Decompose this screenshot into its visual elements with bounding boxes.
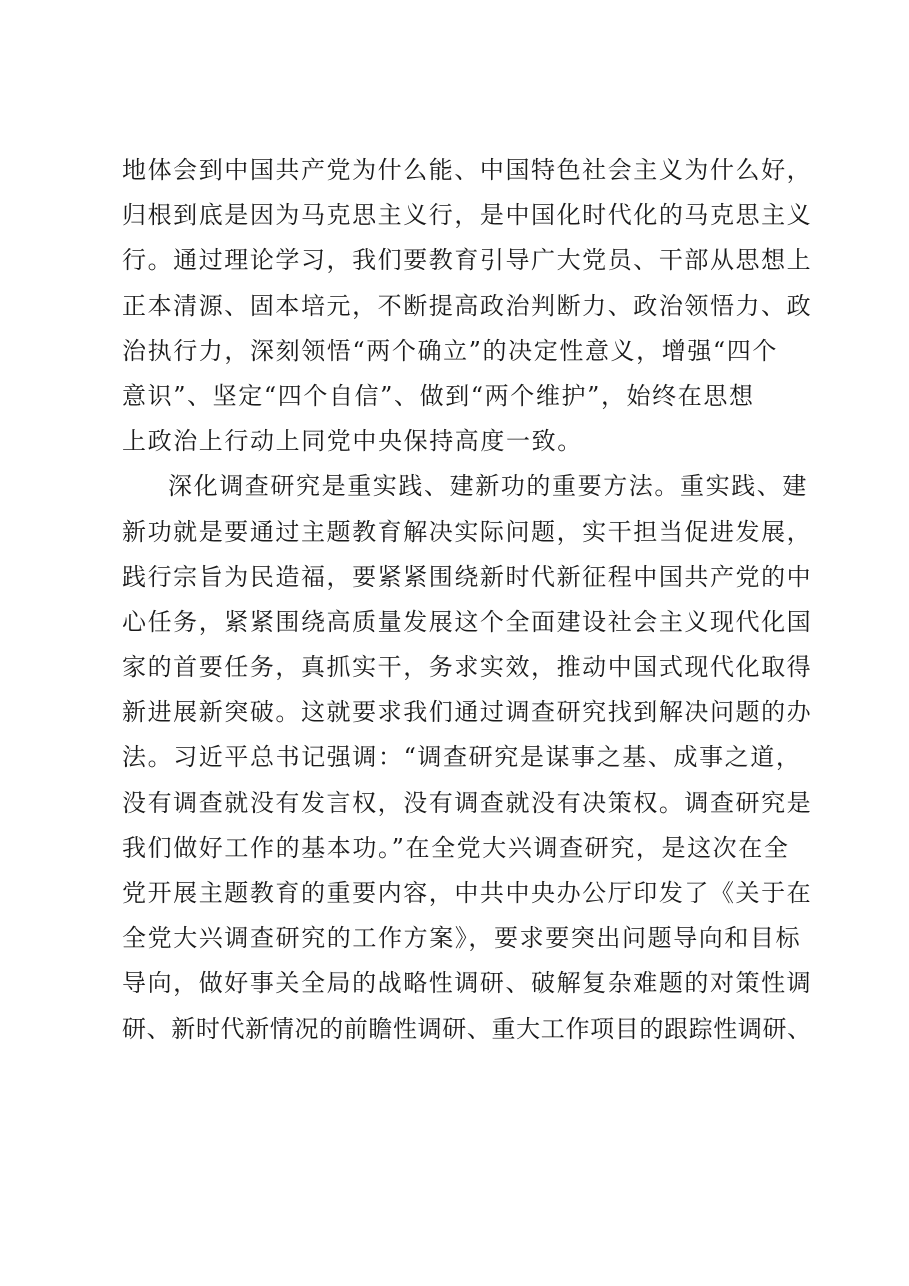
text-line-5: 治执行力，深刻领悟“两个确立”的决定性意义，增强“四个 bbox=[122, 336, 779, 365]
text-line-12: 家的首要任务，真抓实干，务求实效，推动中国式现代化取得 bbox=[122, 653, 813, 682]
text-line-9: 新功就是要通过主题教育解决实际问题，实干担当促进发展， bbox=[122, 517, 813, 546]
text-line-18: 全党大兴调查研究的工作方案》，要求要突出问题导向和目标 bbox=[122, 924, 802, 953]
text-line-15: 没有调查就没有发言权，没有调查就没有决策权。调查研究是 bbox=[122, 788, 813, 817]
text-line-13: 新进展新突破。这就要求我们通过调查研究找到解决问题的办 bbox=[122, 698, 813, 727]
text-line-20: 研、新时代新情况的前瞻性调研、重大工作项目的跟踪性调研、 bbox=[122, 1014, 812, 1043]
body-text bbox=[122, 148, 812, 1052]
text-line-7: 上政治上行动上同党中央保持高度一致。 bbox=[122, 427, 583, 456]
text-line-10: 践行宗旨为民造福，要紧紧围绕新时代新征程中国共产党的中 bbox=[122, 562, 813, 591]
text-line-1: 地体会到中国共产党为什么能、中国特色社会主义为什么好， bbox=[122, 156, 813, 184]
text-line-16: 我们做好工作的基本功。”在全党大兴调查研究，是这次在全 bbox=[122, 833, 790, 862]
text-line-14: 法。习近平总书记强调：“调查研究是谋事之基、成事之道， bbox=[122, 743, 802, 772]
text-line-11: 心任务，紧紧围绕高质量发展这个全面建设社会主义现代化国 bbox=[122, 607, 813, 636]
text-line-6: 意识”、坚定“四个自信”、做到“两个维护”，始终在思想 bbox=[122, 381, 755, 410]
text-line-8: 深化调查研究是重实践、建新功的重要方法。重实践、建 bbox=[168, 472, 808, 501]
text-line-3: 行。通过理论学习，我们要教育引导广大党员、干部从思想上 bbox=[122, 246, 813, 275]
text-line-19: 导向，做好事关全局的战略性调研、破解复杂难题的对策性调 bbox=[122, 969, 813, 998]
text-line-2: 归根到底是因为马克思主义行，是中国化时代化的马克思主义 bbox=[122, 201, 813, 230]
text-line-4: 正本清源、固本培元，不断提高政治判断力、政治领悟力、政 bbox=[122, 291, 813, 320]
text-line-17: 党开展主题教育的重要内容，中共中央办公厅印发了《关于在 bbox=[122, 879, 813, 907]
